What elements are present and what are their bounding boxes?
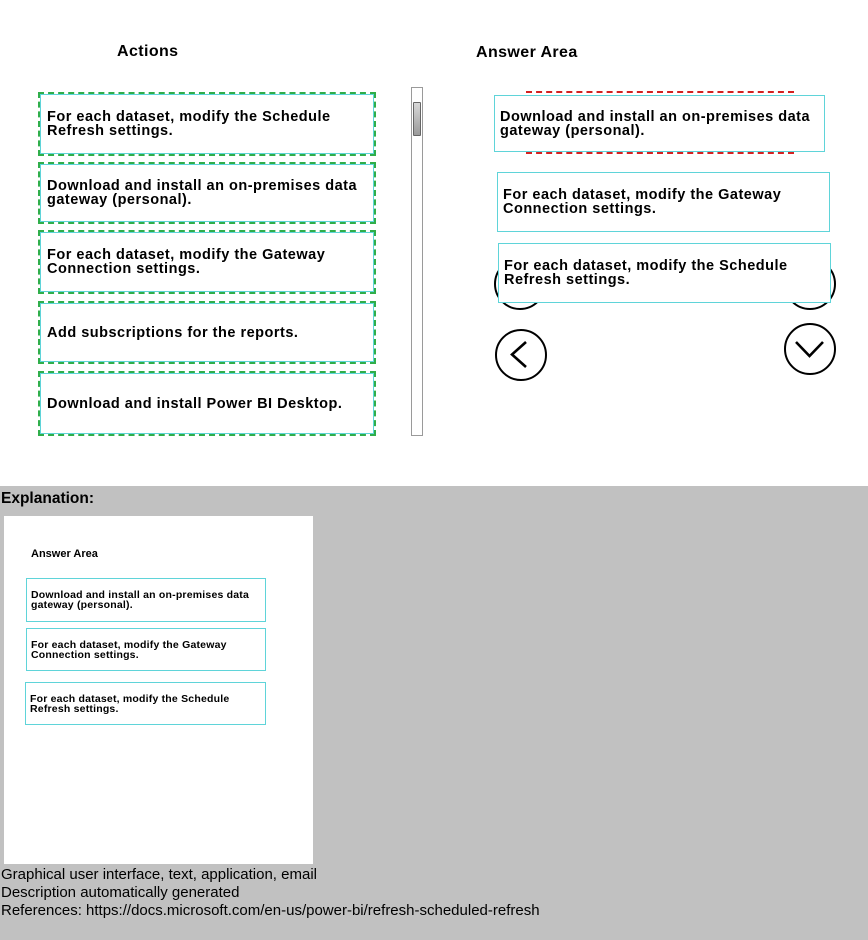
actions-scrollbar[interactable] bbox=[411, 87, 423, 436]
explanation-item-label: For each dataset, modify the Schedule Refresh settings. bbox=[30, 692, 230, 715]
action-item-gateway-connection[interactable] bbox=[40, 232, 374, 292]
action-item-label: For each dataset, modify the Gateway Connection settings. bbox=[47, 247, 326, 277]
chevron-down-icon bbox=[786, 325, 833, 372]
explanation-section bbox=[0, 486, 868, 940]
action-item-label: For each dataset, modify the Schedule Refresh settings. bbox=[47, 109, 331, 139]
explanation-title: Explanation: bbox=[1, 490, 95, 507]
chevron-left-icon bbox=[497, 331, 544, 378]
image-description: Description automatically generated bbox=[1, 884, 240, 901]
explanation-image-heading: Answer Area bbox=[31, 548, 98, 560]
answer-item-install-gateway[interactable] bbox=[494, 95, 825, 152]
action-item-install-gateway[interactable] bbox=[40, 164, 374, 222]
answer-item-label: For each dataset, modify the Gateway Connection settings. bbox=[503, 187, 782, 217]
answer-item-label: For each dataset, modify the Schedule Refresh settings. bbox=[504, 258, 788, 288]
image-caption: Graphical user interface, text, application, email bbox=[1, 866, 317, 883]
answer-item-label: Download and install an on-premises data gateway (personal). bbox=[500, 108, 811, 139]
explanation-item-schedule-refresh bbox=[25, 682, 266, 725]
action-item-label: Add subscriptions for the reports. bbox=[47, 324, 299, 341]
references-text: References: https://docs.microsoft.com/en-us/power-bi/refresh-scheduled-refresh bbox=[1, 902, 540, 919]
action-item-label: Download and install an on-premises data gateway (personal). bbox=[47, 178, 358, 208]
answer-area-heading: Answer Area bbox=[476, 44, 578, 61]
explanation-item-gateway-connection bbox=[26, 628, 266, 671]
action-item-add-subscriptions[interactable] bbox=[40, 303, 374, 362]
move-left-button[interactable] bbox=[495, 329, 547, 381]
answer-item-gateway-connection[interactable] bbox=[497, 172, 830, 232]
explanation-answer-image bbox=[4, 516, 313, 864]
scrollbar-thumb[interactable] bbox=[413, 102, 421, 136]
explanation-item-label: Download and install an on-premises data gateway (personal). bbox=[31, 589, 250, 611]
action-item-label: Download and install Power BI Desktop. bbox=[47, 395, 343, 412]
explanation-item-label: For each dataset, modify the Gateway Connection settings. bbox=[31, 638, 227, 661]
drop-target-bottom-border bbox=[526, 152, 794, 154]
answer-item-schedule-refresh[interactable] bbox=[498, 243, 831, 303]
drop-target-top-border bbox=[526, 91, 794, 93]
action-item-install-desktop[interactable] bbox=[40, 373, 374, 434]
action-item-schedule-refresh[interactable] bbox=[40, 94, 374, 154]
move-down-button[interactable] bbox=[784, 323, 836, 375]
explanation-item-install-gateway bbox=[26, 578, 266, 622]
actions-heading: Actions bbox=[117, 43, 179, 60]
